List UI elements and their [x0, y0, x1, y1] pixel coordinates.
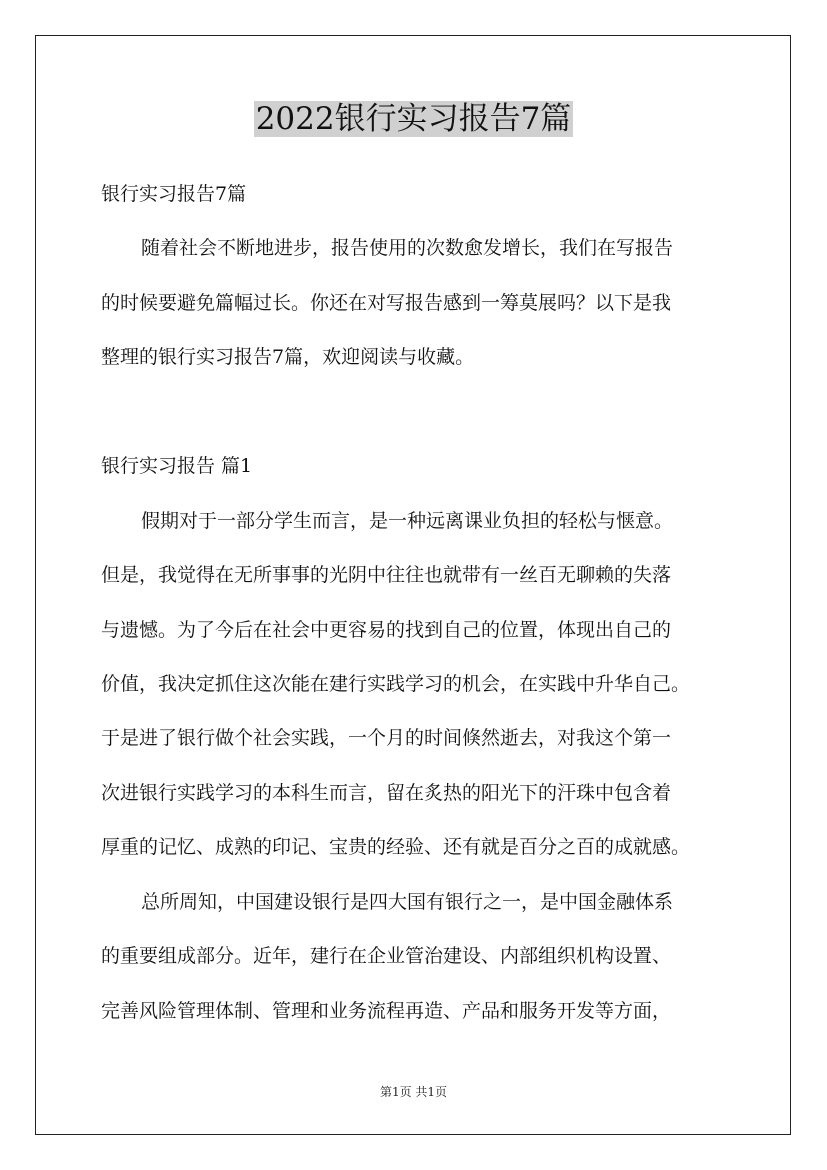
paragraph-line: 但是，我觉得在无所事事的光阴中往往也就带有一丝百无聊赖的失落	[101, 564, 672, 586]
page-number: 第1页 共1页	[379, 1085, 448, 1099]
subtitle: 银行实习报告7篇	[101, 183, 247, 205]
paragraph-line: 与遗憾。为了今后在社会中更容易的找到自己的位置，体现出自己的	[101, 619, 672, 641]
intro-line: 随着社会不断地进步，报告使用的次数愈发增长，我们在写报告	[141, 237, 674, 259]
paragraph-line: 价值，我决定抓住这次能在建行实践学习的机会，在实践中升华自己。	[101, 673, 691, 695]
document-title: 2022银行实习报告7篇	[255, 101, 572, 137]
paragraph-line: 假期对于一部分学生而言，是一种远离课业负担的轻松与惬意。	[141, 510, 674, 532]
paragraph-line: 总所周知，中国建设银行是四大国有银行之一，是中国金融体系	[141, 891, 674, 913]
paragraph-line: 厚重的记忆、成熟的印记、宝贵的经验、还有就是百分之百的成就感。	[101, 836, 691, 858]
paragraph-line: 次进银行实践学习的本科生而言，留在炙热的阳光下的汗珠中包含着	[101, 782, 672, 804]
intro-line: 的时候要避免篇幅过长。你还在对写报告感到一筹莫展吗？以下是我	[101, 292, 672, 314]
intro-line: 整理的银行实习报告7篇，欢迎阅读与收藏。	[101, 346, 475, 368]
paragraph-line: 的重要组成部分。近年，建行在企业管治建设、内部组织机构设置、	[101, 945, 672, 967]
section-heading: 银行实习报告 篇1	[101, 455, 253, 477]
paragraph-line: 于是进了银行做个社会实践，一个月的时间倏然逝去，对我这个第一	[101, 727, 672, 749]
paragraph-line: 完善风险管理体制、管理和业务流程再造、产品和服务开发等方面，	[101, 1000, 672, 1022]
